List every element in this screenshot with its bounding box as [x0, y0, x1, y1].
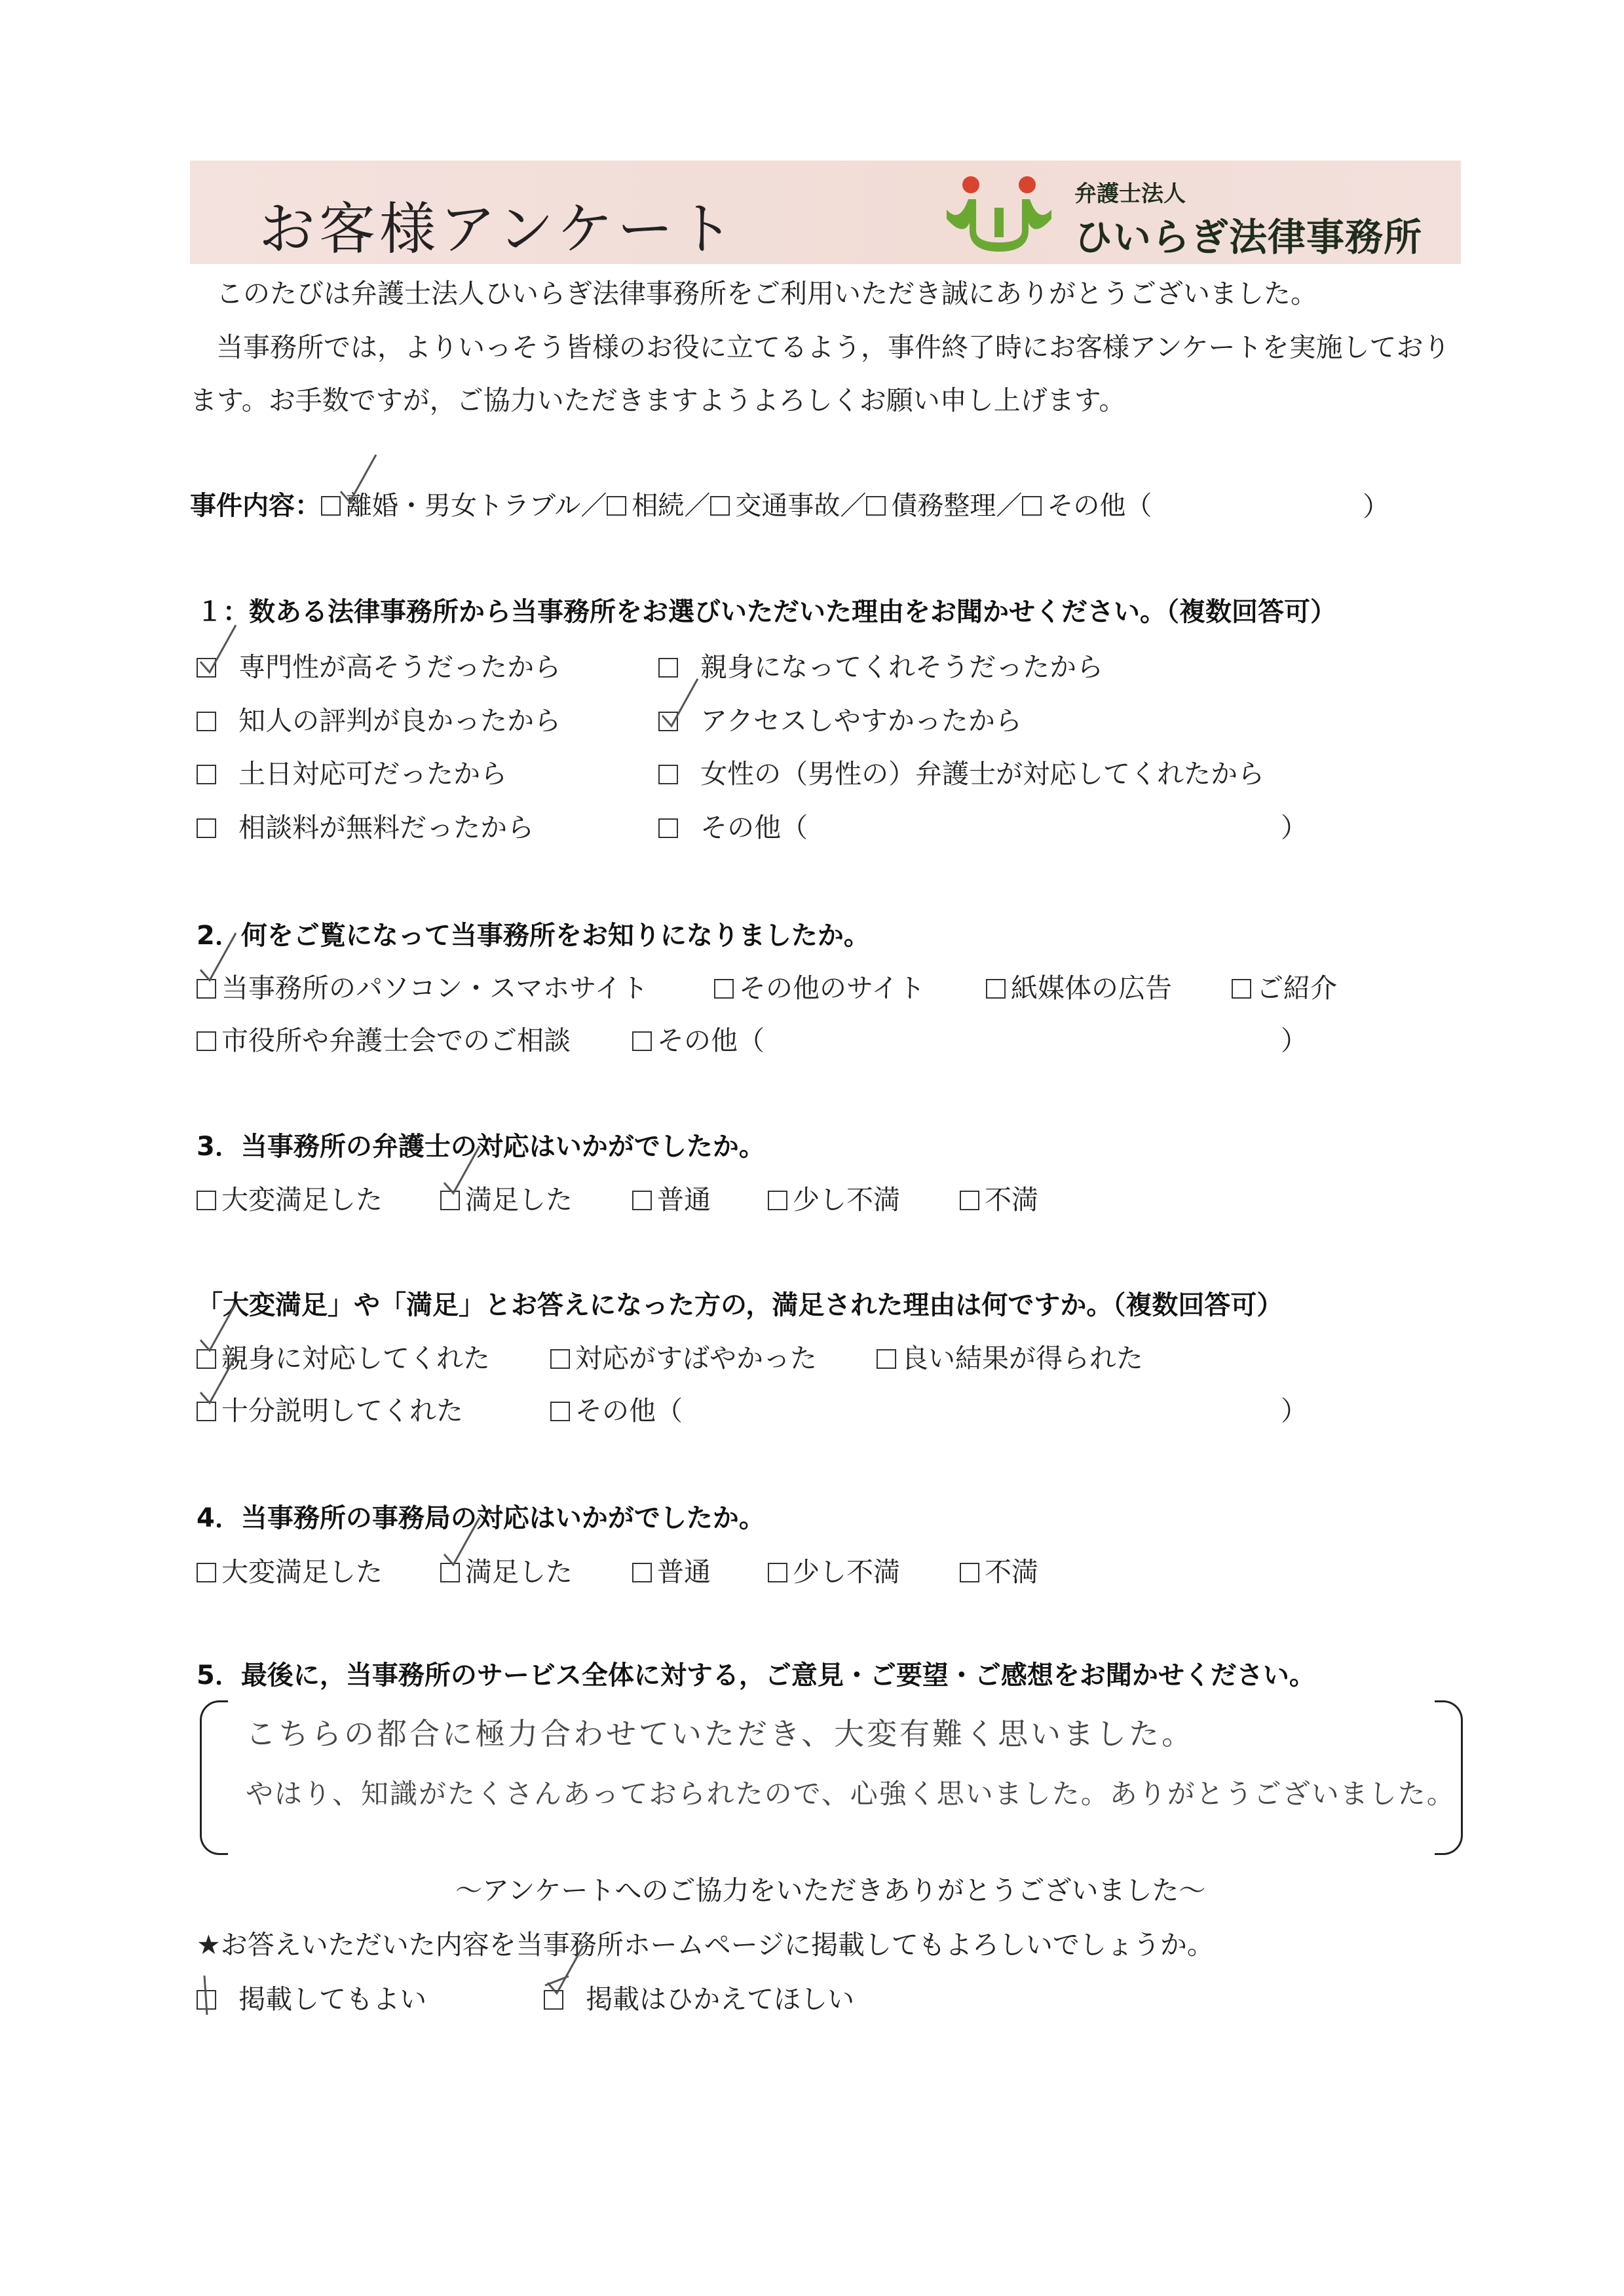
q3-checkbox-dissatisfied[interactable]: [960, 1191, 979, 1210]
q2-option-referral[interactable]: [1232, 966, 1337, 1005]
q3b-checkbox-other[interactable]: [550, 1402, 570, 1421]
checkmark-icon: [195, 1301, 241, 1353]
publish-option-ok[interactable]: [197, 1978, 426, 2016]
checkmark-icon: [195, 1353, 241, 1406]
q2-option-paper[interactable]: [986, 966, 1172, 1005]
q1-option-label: 親身になってくれそうだったから: [700, 651, 1104, 683]
case-option-traffic: 交通事故／: [735, 491, 867, 521]
q3-option-very-satisfied[interactable]: [197, 1178, 383, 1217]
q1-option-label: 専門性が高そうだったから: [238, 651, 561, 683]
checkmark-icon: [542, 1943, 588, 1996]
q1-checkbox-gender[interactable]: [658, 765, 678, 784]
publish-question: ★お答えいただいた内容を当事務所ホームページに掲載してもよろしいでしょうか。: [197, 1929, 1214, 1961]
checkmark-icon: [439, 1515, 485, 1567]
logo-subtitle: 弁護士法人: [1074, 181, 1186, 207]
q5-title: 5．最後に，当事務所のサービス全体に対する，ご意見・ご要望・ご感想をお聞かせください。: [197, 1660, 1315, 1691]
q1-checkbox-free[interactable]: [197, 818, 216, 838]
q1-checkbox-weekend[interactable]: [197, 765, 216, 784]
q3-checkbox-very-satisfied[interactable]: [197, 1191, 216, 1210]
case-option-divorce: 離婚・男女トラブル／: [346, 491, 607, 521]
q1-option-other[interactable]: [658, 806, 808, 845]
q4-option-label: 不満: [985, 1556, 1038, 1588]
publish-option-decline[interactable]: [544, 1978, 854, 2016]
q3b-option-quick[interactable]: [550, 1337, 817, 1375]
q3b-option-label: 対応がすばやかった: [575, 1343, 817, 1374]
q1-other-close: ）: [1281, 812, 1308, 843]
q3-checkbox-slightly-dissatisfied[interactable]: [768, 1191, 787, 1210]
q1-option-expertise[interactable]: [197, 645, 561, 684]
q4-option-neutral[interactable]: [632, 1550, 711, 1589]
q3-option-label: 不満: [985, 1184, 1038, 1215]
q1-option-label: 女性の（男性の）弁護士が対応してくれたから: [700, 758, 1265, 790]
q1-option-label: その他（: [700, 812, 808, 843]
q4-checkbox-very-satisfied[interactable]: [197, 1563, 216, 1582]
checkmark-icon: [335, 452, 381, 505]
q3-option-label: 大変満足した: [221, 1184, 383, 1215]
q4-checkbox-dissatisfied[interactable]: [960, 1563, 979, 1582]
q1-option-caring[interactable]: [658, 645, 1103, 684]
q3b-option-label: 良い結果が得られた: [901, 1343, 1143, 1374]
case-option-other: その他（: [1047, 491, 1152, 521]
q1-option-label: アクセスしやすかったから: [700, 705, 1022, 737]
publish-option-label: 掲載はひかえてほしい: [586, 1983, 855, 2015]
q2-option-other-site[interactable]: [714, 966, 925, 1005]
q1-checkbox-other[interactable]: [658, 818, 678, 838]
q4-checkbox-neutral[interactable]: [632, 1563, 652, 1582]
q1-checkbox-reputation[interactable]: [197, 712, 216, 731]
q2-option-label: その他のサイト: [739, 972, 926, 1004]
logo-firm-name: ひいらぎ法律事務所: [1074, 215, 1423, 259]
q4-option-label: 満足した: [465, 1556, 573, 1588]
q2-checkbox-other-site[interactable]: [714, 979, 734, 999]
q4-option-dissatisfied[interactable]: [960, 1550, 1038, 1589]
q3-option-slightly-dissatisfied[interactable]: [768, 1178, 900, 1217]
q2-checkbox-referral[interactable]: [1232, 979, 1251, 999]
intro-line-1: このたびは弁護士法人ひいらぎ法律事務所をご利用いただき誠にありがとうございました。: [216, 278, 1317, 309]
q4-option-slightly-dissatisfied[interactable]: [768, 1550, 900, 1589]
q3-option-label: 普通: [657, 1184, 711, 1215]
q3-title: 3．当事務所の弁護士の対応はいかがでしたか。: [197, 1132, 765, 1162]
q3b-option-label: その他（: [575, 1395, 683, 1426]
q2-checkbox-cityhall[interactable]: [197, 1031, 216, 1051]
case-checkbox-debt[interactable]: [866, 496, 886, 516]
case-type-row: [190, 485, 1152, 522]
checkmark-icon: [439, 1143, 485, 1196]
q2-option-other[interactable]: [632, 1019, 765, 1058]
case-other-close: ）: [1363, 491, 1389, 522]
q4-option-label: 大変満足した: [221, 1556, 383, 1588]
q1-option-label: 土日対応可だったから: [238, 758, 508, 790]
q3b-checkbox-result[interactable]: [877, 1349, 896, 1369]
q2-option-label: その他（: [657, 1025, 765, 1056]
q3b-option-label: 十分説明してくれた: [221, 1395, 463, 1426]
q1-option-access[interactable]: [658, 699, 1022, 738]
firm-logo-icon: [943, 172, 1055, 257]
q3-option-neutral[interactable]: [632, 1178, 711, 1217]
checkmark-icon: [657, 676, 703, 729]
q3b-option-result[interactable]: [877, 1337, 1143, 1375]
q1-option-weekend[interactable]: [197, 752, 507, 791]
q2-option-label: 当事務所のパソコン・スマホサイト: [221, 972, 649, 1004]
case-checkbox-other[interactable]: [1022, 496, 1042, 516]
q1-checkbox-caring[interactable]: [658, 658, 678, 678]
q3b-checkbox-quick[interactable]: [550, 1349, 570, 1369]
case-option-inheritance: 相続／: [632, 491, 711, 521]
q5-answer-line-1: こちらの都合に極力合わせていただき、大変有難く思いました。: [246, 1716, 1195, 1751]
q3-option-dissatisfied[interactable]: [960, 1178, 1038, 1217]
q4-option-label: 普通: [657, 1556, 711, 1588]
checkmark-icon: [195, 930, 241, 983]
q2-option-label: ご紹介: [1256, 972, 1337, 1004]
q2-option-label: 市役所や弁護士会でのご相談: [221, 1025, 571, 1056]
case-checkbox-traffic[interactable]: [710, 496, 730, 516]
q2-checkbox-paper[interactable]: [986, 979, 1006, 999]
q4-checkbox-slightly-dissatisfied[interactable]: [768, 1563, 787, 1582]
q2-option-label: 紙媒体の広告: [1011, 972, 1172, 1004]
intro-line-2: 当事務所では，よりいっそう皆様のお役に立てるよう，事件終了時にお客様アンケートを実施しており: [216, 332, 1450, 363]
q3-checkbox-neutral[interactable]: [632, 1191, 652, 1210]
checkmark-icon: [195, 622, 241, 675]
q3-option-label: 少し不満: [793, 1184, 900, 1215]
q3b-other-close: ）: [1281, 1395, 1308, 1426]
q1-title: １：数ある法律事務所から当事務所をお選びいただいた理由をお聞かせください。（複数回答可）: [197, 597, 1336, 627]
answer-bracket-left: [200, 1700, 228, 1855]
q2-option-cityhall[interactable]: [197, 1019, 571, 1058]
q1-option-free[interactable]: [197, 806, 534, 845]
page-title: お客様アンケート: [259, 197, 738, 262]
q3b-option-label: 親身に対応してくれた: [221, 1343, 490, 1374]
case-type-label: 事件内容：: [190, 491, 321, 521]
q1-option-label: 相談料が無料だったから: [238, 812, 535, 843]
case-checkbox-inheritance[interactable]: [607, 496, 626, 516]
q1-option-reputation[interactable]: [197, 699, 561, 738]
q2-checkbox-other[interactable]: [632, 1031, 652, 1051]
thanks-message: ～アンケートへのご協力をいただきありがとうございました～: [455, 1875, 1206, 1906]
strike-mark-icon: [197, 1972, 216, 2018]
q1-option-label: 知人の評判が良かったから: [238, 705, 561, 737]
q3-option-label: 満足した: [465, 1184, 573, 1215]
q3b-title: 「大変満足」や「満足」とお答えになった方の，満足された理由は何ですか。（複数回答可）: [197, 1290, 1283, 1320]
q2-other-close: ）: [1281, 1025, 1308, 1056]
q3b-option-other[interactable]: [550, 1389, 683, 1428]
q2-title: 2．何をご覧になって当事務所をお知りになりましたか。: [197, 921, 870, 951]
q4-option-label: 少し不満: [793, 1556, 900, 1588]
q2-option-website[interactable]: [197, 966, 649, 1005]
publish-option-label: 掲載してもよい: [238, 1983, 427, 2015]
q4-option-very-satisfied[interactable]: [197, 1550, 383, 1589]
q4-title: 4．当事務所の事務局の対応はいかがでしたか。: [197, 1503, 765, 1533]
case-option-debt: 債務整理／: [891, 491, 1023, 521]
intro-line-3: ます。お手数ですが，ご協力いただきますようよろしくお願い申し上げます。: [190, 385, 1126, 416]
q1-option-gender[interactable]: [658, 752, 1264, 791]
q5-answer-line-2: やはり、知識がたくさんあっておられたので、心強く思いました。ありがとうございました。: [246, 1778, 1456, 1810]
